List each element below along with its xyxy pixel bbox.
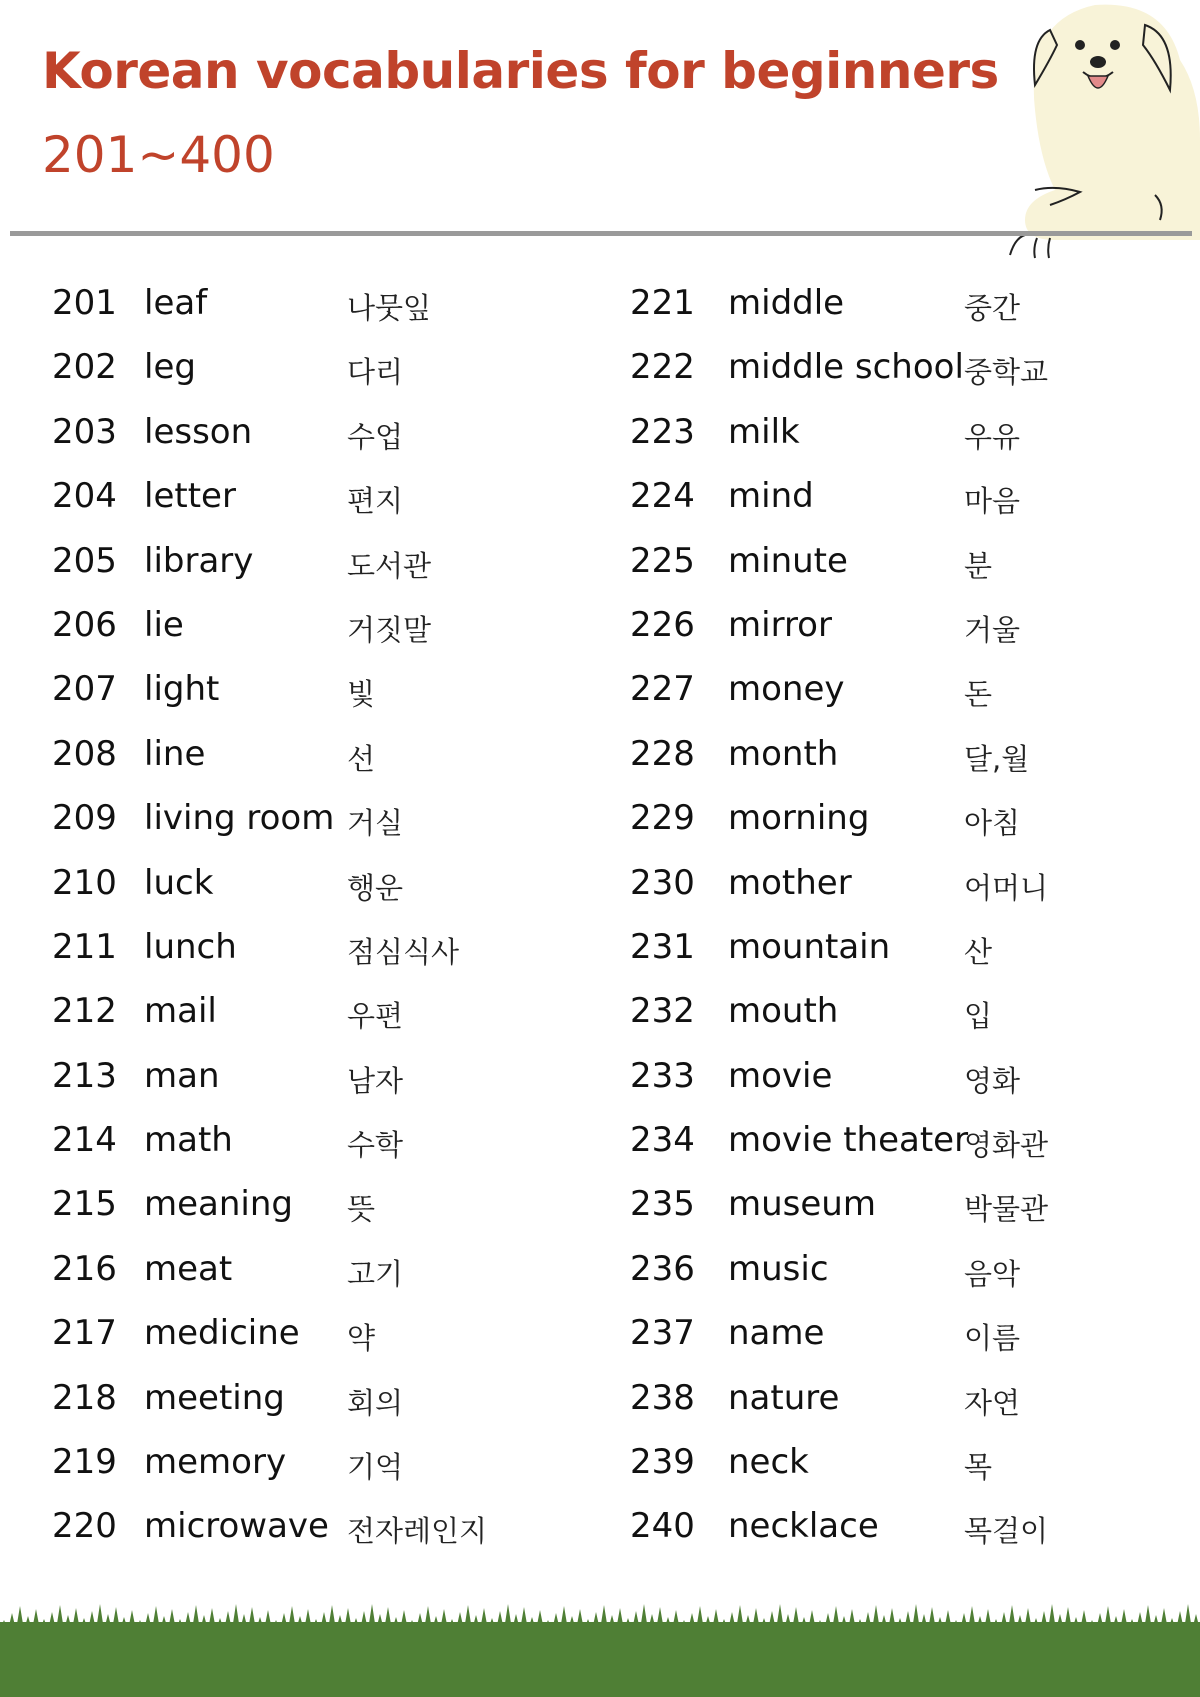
vocab-number: 227: [630, 669, 695, 710]
vocab-number: 207: [52, 669, 117, 710]
vocab-english: mind: [728, 476, 814, 517]
vocab-number: 203: [52, 411, 117, 452]
vocab-english: mirror: [728, 604, 832, 645]
vocab-english: movie: [728, 1055, 833, 1096]
vocab-korean: 박물관: [964, 1192, 1049, 1227]
vocab-english: lunch: [144, 926, 237, 967]
vocab-number: 240: [630, 1506, 695, 1547]
vocab-korean: 우유: [964, 419, 1021, 454]
vocab-korean: 다리: [347, 355, 404, 390]
vocab-korean: 거실: [347, 806, 404, 841]
vocab-number: 231: [630, 926, 695, 967]
vocab-number: 236: [630, 1248, 695, 1289]
vocab-english: movie theater: [728, 1120, 969, 1161]
vocab-korean: 전자레인지: [347, 1514, 488, 1549]
vocab-korean: 거짓말: [347, 612, 432, 647]
vocab-number: 208: [52, 733, 117, 774]
vocab-korean: 회의: [347, 1385, 404, 1420]
header-divider: [10, 231, 1192, 236]
vocab-english: nature: [728, 1377, 840, 1418]
vocab-korean: 마음: [964, 484, 1021, 519]
vocab-number: 211: [52, 926, 117, 967]
vocab-english: necklace: [728, 1506, 879, 1547]
vocab-english: meat: [144, 1248, 233, 1289]
vocab-korean: 어머니: [964, 870, 1049, 905]
vocab-number: 225: [630, 540, 695, 581]
vocab-number: 210: [52, 862, 117, 903]
vocab-english: music: [728, 1248, 829, 1289]
vocab-korean: 입: [964, 999, 993, 1034]
vocab-number: 201: [52, 283, 117, 323]
vocab-number: 234: [630, 1120, 695, 1161]
vocab-korean: 목걸이: [964, 1514, 1049, 1549]
vocab-korean: 달,월: [964, 741, 1030, 776]
vocab-number: 233: [630, 1055, 695, 1096]
vocab-english: line: [144, 733, 206, 774]
vocab-english: meeting: [144, 1377, 285, 1418]
vocab-korean: 목: [964, 1450, 993, 1485]
vocab-number: 204: [52, 476, 117, 517]
vocab-korean: 돈: [964, 677, 993, 712]
puppy-illustration-icon: [995, 0, 1200, 265]
vocab-english: library: [144, 540, 254, 581]
grass-footer-icon: [0, 1600, 1200, 1697]
vocab-korean: 아침: [964, 806, 1021, 841]
vocab-english: mail: [144, 991, 217, 1032]
vocab-number: 202: [52, 347, 117, 388]
vocab-number: 216: [52, 1248, 117, 1289]
vocab-number: 209: [52, 798, 117, 839]
vocab-number: 228: [630, 733, 695, 774]
vocab-korean: 거울: [964, 612, 1021, 647]
vocab-english: minute: [728, 540, 848, 581]
vocab-english: luck: [144, 862, 214, 903]
vocab-english: mountain: [728, 926, 891, 967]
vocab-korean: 빛: [347, 677, 376, 712]
vocab-number: 215: [52, 1184, 117, 1225]
vocab-number: 206: [52, 604, 117, 645]
vocab-number: 239: [630, 1442, 695, 1483]
vocab-number: 213: [52, 1055, 117, 1096]
vocab-number: 212: [52, 991, 117, 1032]
vocab-english: name: [728, 1313, 825, 1354]
vocab-korean: 남자: [347, 1063, 404, 1098]
vocab-english: lesson: [144, 411, 253, 452]
vocab-korean: 중간: [964, 291, 1021, 325]
vocab-number: 220: [52, 1506, 117, 1547]
vocab-number: 219: [52, 1442, 117, 1483]
vocab-english: morning: [728, 798, 870, 839]
vocab-number: 222: [630, 347, 695, 388]
vocab-english: lie: [144, 604, 184, 645]
page-subtitle-range: 201~400: [42, 126, 275, 184]
vocab-number: 235: [630, 1184, 695, 1225]
vocab-english: middle: [728, 283, 845, 323]
vocab-number: 226: [630, 604, 695, 645]
vocab-english: living room: [144, 798, 335, 839]
vocab-number: 223: [630, 411, 695, 452]
vocab-number: 218: [52, 1377, 117, 1418]
vocab-english: medicine: [144, 1313, 300, 1354]
vocab-korean: 영화: [964, 1063, 1021, 1098]
vocab-number: 205: [52, 540, 117, 581]
vocab-number: 232: [630, 991, 695, 1032]
page-title: Korean vocabularies for beginners: [42, 42, 999, 100]
vocab-korean: 기억: [347, 1450, 404, 1485]
vocab-number: 221: [630, 283, 695, 323]
vocab-english: math: [144, 1120, 233, 1161]
vocab-korean: 편지: [347, 484, 404, 519]
vocab-english: mother: [728, 862, 852, 903]
vocab-korean: 수학: [347, 1128, 404, 1163]
vocab-korean: 점심식사: [347, 934, 460, 969]
vocab-english: memory: [144, 1442, 287, 1483]
vocab-number: 224: [630, 476, 695, 517]
vocab-english: man: [144, 1055, 220, 1096]
vocab-number: 237: [630, 1313, 695, 1354]
vocab-korean: 선: [347, 741, 376, 776]
vocab-number: 230: [630, 862, 695, 903]
grass-blades: [0, 1604, 1200, 1697]
vocab-korean: 음악: [964, 1256, 1021, 1291]
vocab-korean: 나뭇잎: [347, 291, 432, 325]
vocab-english: mouth: [728, 991, 839, 1032]
vocab-english: money: [728, 669, 845, 710]
vocab-english: middle school: [728, 347, 964, 388]
vocab-korean: 분: [964, 548, 993, 583]
vocab-english: microwave: [144, 1506, 329, 1547]
vocab-english: light: [144, 669, 220, 710]
vocab-korean: 영화관: [964, 1128, 1049, 1163]
vocab-number: 214: [52, 1120, 117, 1161]
vocab-korean: 행운: [347, 870, 404, 905]
vocab-english: milk: [728, 411, 800, 452]
vocab-korean: 우편: [347, 999, 404, 1034]
vocab-english: museum: [728, 1184, 876, 1225]
vocab-korean: 고기: [347, 1256, 404, 1291]
vocab-number: 238: [630, 1377, 695, 1418]
vocab-english: leaf: [144, 283, 208, 323]
vocab-english: month: [728, 733, 839, 774]
vocab-english: neck: [728, 1442, 809, 1483]
vocab-korean: 약: [347, 1321, 376, 1356]
vocab-number: 217: [52, 1313, 117, 1354]
vocab-number: 229: [630, 798, 695, 839]
vocab-korean: 이름: [964, 1321, 1021, 1356]
vocab-english: letter: [144, 476, 236, 517]
vocab-english: leg: [144, 347, 196, 388]
vocab-korean: 자연: [964, 1385, 1021, 1420]
vocab-korean: 도서관: [347, 548, 432, 583]
vocab-english: meaning: [144, 1184, 293, 1225]
vocab-korean: 중학교: [964, 355, 1049, 390]
vocab-korean: 뜻: [347, 1192, 376, 1227]
vocab-korean: 산: [964, 934, 993, 969]
vocab-korean: 수업: [347, 419, 404, 454]
